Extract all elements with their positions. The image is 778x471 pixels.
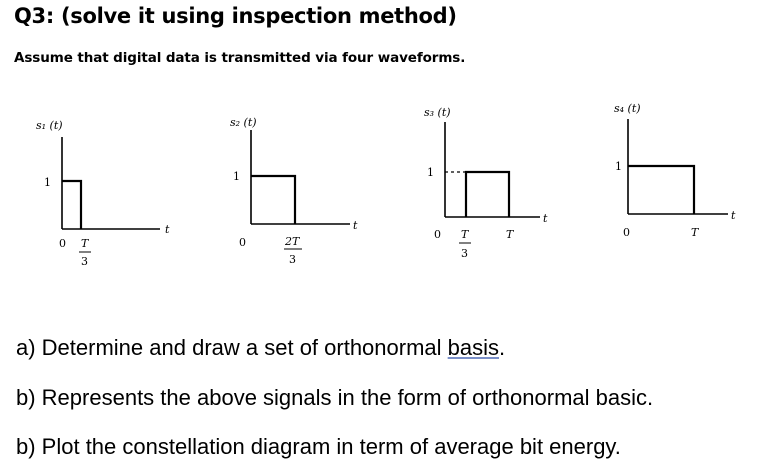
waveform-s2-amplitude-label: 1 xyxy=(233,170,240,183)
waveform-s2-tick-den: 3 xyxy=(289,253,296,266)
waveform-s1-tick-den: 3 xyxy=(81,255,88,268)
assumption-text: Assume that digital data is transmitted via four waveforms. xyxy=(14,50,466,66)
waveform-s4 xyxy=(614,102,736,239)
waveform-s4-pulse xyxy=(628,166,694,214)
waveform-s4-label: s₄ (t) xyxy=(614,102,641,115)
waveform-s3-tick-num: T xyxy=(461,228,469,241)
waveform-s1-amplitude-label: 1 xyxy=(44,176,51,189)
waveform-s2-pulse xyxy=(251,176,295,224)
waveform-s2-zero-label: 0 xyxy=(239,236,246,249)
waveform-s1-label: s₁ (t) xyxy=(36,119,63,132)
waveform-s4-zero-label: 0 xyxy=(623,226,630,239)
waveform-s3-pulse xyxy=(466,172,509,217)
waveform-s3-zero-label: 0 xyxy=(434,228,441,241)
waveform-s2-axis-var: t xyxy=(353,219,358,232)
waveform-s3-amplitude-label: 1 xyxy=(427,166,434,179)
waveform-s4-tick-end: T xyxy=(691,226,699,239)
waveform-s1-tick-num: T xyxy=(81,237,89,250)
waveform-s4-axis-var: t xyxy=(731,209,736,222)
question-a-text: a) Determine and draw a set of orthonormal xyxy=(16,335,448,360)
waveform-s1-zero-label: 0 xyxy=(59,237,66,250)
waveform-s1-axis-var: t xyxy=(165,223,170,236)
waveform-s2-tick-num: 2T xyxy=(285,235,300,248)
waveform-s3-axis-var: t xyxy=(543,212,548,225)
question-a-suffix: . xyxy=(499,335,506,360)
question-b-constellation: b) Plot the constellation diagram in term of average bit energy. xyxy=(16,434,621,459)
question-title: Q3: (solve it using inspection method) xyxy=(14,4,457,28)
question-a-underlined-word: basis xyxy=(447,335,500,360)
waveform-s1-pulse xyxy=(62,181,81,229)
waveform-s1 xyxy=(36,119,170,268)
waveform-s2 xyxy=(230,116,358,266)
waveform-s4-amplitude-label: 1 xyxy=(615,160,622,173)
waveform-s3 xyxy=(424,106,548,260)
waveform-s3-tick-den: 3 xyxy=(461,247,468,260)
waveform-s3-label: s₃ (t) xyxy=(424,106,451,119)
waveform-s3-tick-end: T xyxy=(506,228,514,241)
waveform-s2-label: s₂ (t) xyxy=(230,116,257,129)
question-b-represent: b) Represents the above signals in the form of orthonormal basic. xyxy=(16,385,654,410)
question-a xyxy=(16,335,505,361)
